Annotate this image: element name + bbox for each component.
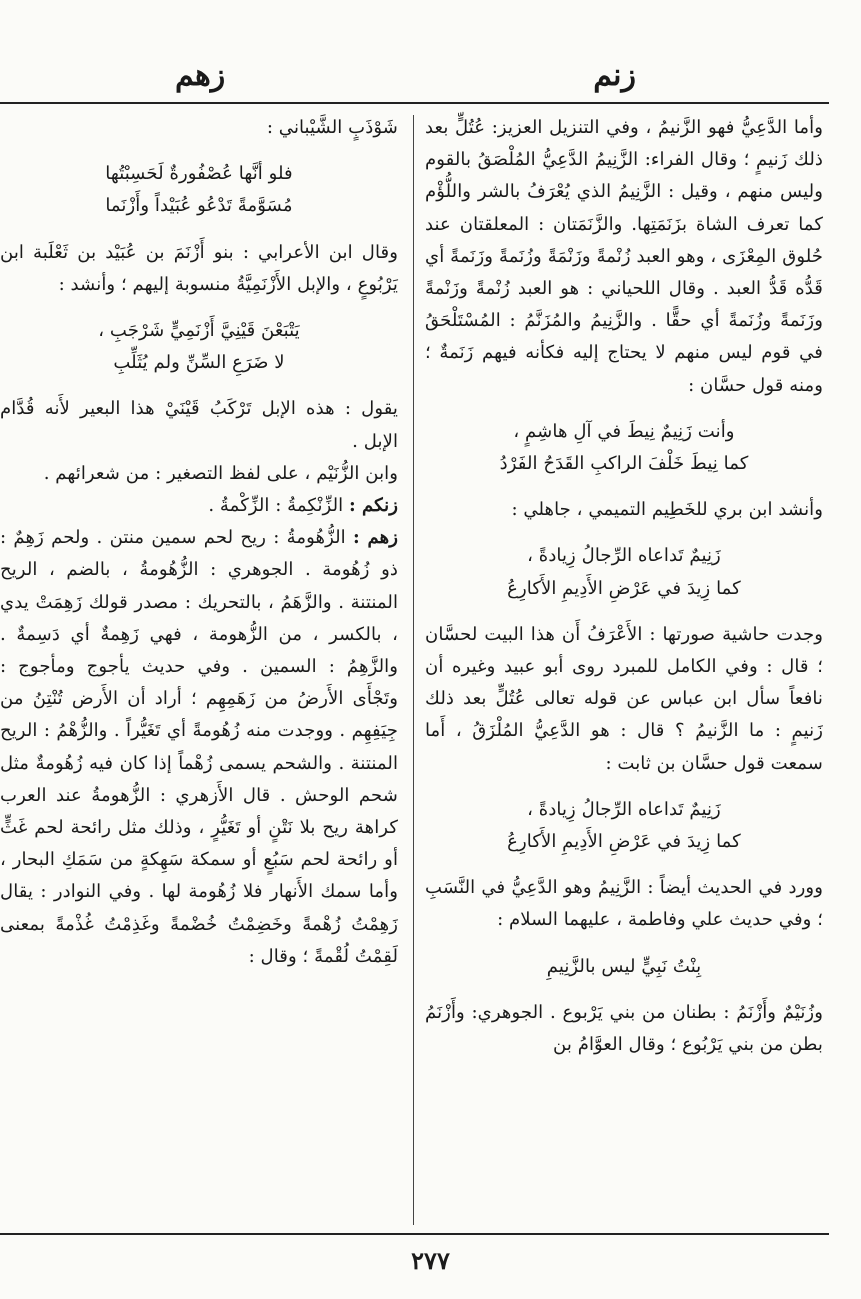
spacer (425, 937, 823, 951)
column-divider (413, 115, 414, 1225)
paragraph: وورد في الحديث أيضاً : الزَّنِيمُ وهو الدَّعِيُّ في النَّسَبِ ؛ وفي حديث علي وفاطمة ، عليهما السلام : (425, 877, 823, 931)
paragraph: وأنشد ابن بري للخَطِيم التميمي ، جاهلي : (511, 499, 823, 521)
verse-line: فلو أنَّها عُصْفُورةٌ لَحَسِبْتُها (105, 163, 293, 185)
paragraph: وابن الزُّنَيْم ، على لفظ التصغير : من شعرائهم . (43, 462, 398, 484)
verse-line: وأنت زَنِيمٌ نِيطَ في آلِ هاشِمٍ ، (513, 420, 735, 442)
dictionary-entry (0, 490, 398, 522)
verse-line: كما نِيطَ خَلْفَ الراكبِ القَدَحُ الفَرْدُ (499, 453, 749, 475)
entry-headword: زنكم : (348, 495, 398, 517)
entry-text: الزِّنْكِمةُ : الزِّكْمةُ . (208, 495, 349, 517)
verse-line: زَنِيمٌ تَداعاه الرِّجالُ زِيادةً ، (527, 545, 721, 567)
verse-line: يَتْبَعْنَ قَيْنِيَّ أَزْنَمِيٍّ شَرْجَبِ ، (98, 320, 300, 342)
spacer (425, 402, 823, 416)
spacer (425, 526, 823, 540)
paragraph: يقول : هذه الإبل تَرْكَبُ قَيْنَيْ هذا البعير لأَنه قُدَّام الإبل . (0, 398, 398, 452)
spacer (0, 301, 398, 315)
entry-headword: زهم : (353, 527, 398, 549)
spacer (425, 983, 823, 997)
header-word-right: زنم (593, 58, 636, 93)
paragraph: وقال ابن الأعرابي : بنو أَزْنَمَ بن عُبَيْد بن ثَعْلَبة ابن يَرْبُوعٍ ، والإبل الأَزْنَمِيَّةُ منسوبة إليهم ؛ وأنشد : (0, 241, 398, 295)
spacer (0, 144, 398, 158)
dictionary-entry (0, 522, 398, 973)
verse-line: بِنْتُ نَبِيٍّ ليس بالزَّنِيمِ (546, 955, 702, 977)
verse-line: كما زِيدَ في عَرْضِ الأَدِيمِ الأَكارِعُ (507, 831, 741, 853)
entry-text: الزُّهُومةُ : ريح لحم سمين منتن . ولحم زَهِمٌ : ذو زُهُومة . الجوهري : الزُّهُومةُ ، بالضم ، الريح المنتنة . والزَّهَمُ ، بالتحريك : مصدر قولك زَهِمَتْ يدي ، بالكسر ، من الزُّهومة ، فهي زَهِمةٌ أي دَسِمةٌ . والزَّهِمُ : السمين . وفي حديث يأجوج ومأجوج : وتَجْأَى الأَرضُ من زَهَمِهِم ؛ أراد أن الأَرض تُنْتِنُ من جِيَفِهِم . ووجدت منه زُهُومةً أي تَغَيُّراً . والزُّهْمُ : الريح المنتنة . والشحم يسمى زُهْماً إذا كان فيه زُهُومةٌ مثل شحم الوحش . قال الأَزهري : الزُّهومةُ عند العرب كراهة ريح بلا نَتْنٍ أو تَغَيُّرٍ ، وذلك مثل رائحة لحم غَثٍّ أو رائحة لحم سَبُعٍ أو سمكة سَهِكةٍ من سَمَكِ البحار ، وأما سمك الأَنهار فلا زُهُومة لها . وفي النوادر : يقال زَهِمْتُ زُهْمةً وخَضِمْتُ خُضْمةً وغَذِمْتُ غُذْمةً بمعنى لَقِمْتُ لُقْمةً ؛ وقال : (0, 527, 398, 967)
header-word-left: زهم (175, 58, 226, 93)
paragraph: وزُنَيْمٌ وأَزْنَمُ : بطنان من بني يَرْبوع . الجوهري: وأَزْنَمُ بطن من بني يَرْبُوع ؛ وقال العوَّامُ بن (425, 1001, 823, 1056)
top-rule (0, 102, 829, 104)
verse-line: كما زِيدَ في عَرْضِ الأَدِيمِ الأَكارِعُ (507, 577, 741, 599)
left-column (0, 112, 398, 973)
verse-line: مُسَوَّمةً تَدْعُو عُبَيْداً وأَزْنَما (105, 195, 293, 217)
spacer (0, 379, 398, 393)
spacer (425, 780, 823, 794)
spacer (425, 480, 823, 494)
verse-line: زَنِيمٌ تَداعاه الرِّجالُ زِيادةً ، (527, 798, 721, 820)
spacer (0, 223, 398, 237)
paragraph: شَوْذَبٍ الشَّيْباني : (266, 117, 398, 138)
page-number: ٢٧٧ (411, 1246, 450, 1275)
right-column (425, 112, 823, 1061)
bottom-rule (0, 1233, 829, 1235)
paragraph: وجدت حاشية صورتها : الأَعْرَفُ أَن هذا البيت لحسَّان ؛ قال : وفي الكامل للمبرد روى أبو عبيد وغيره أن نافعاً سأل ابن عباس عن قوله تعالى عُتُلٍّ بعد ذلك زَنيمٍ : ما الزَّنيمُ ؟ قال : هو الدَّعِيُّ المُلْزَقُ ، أَما سمعت قول حسَّان بن ثابت : (425, 623, 823, 774)
paragraph: وأما الدَّعِيُّ فهو الزَّنيمُ ، وفي التنزيل العزيز: عُتُلٍّ بعد ذلك زَنيمٍ ؛ وقال الفراء: الزَّنِيمُ الدَّعِيُّ المُلْصَقُ بالقوم وليس منهم ، وقيل : الزَّنِيمُ الذي يُعْرَفُ بالشر واللُّؤْم كما تعرف الشاة بزَنَمَتِها. والزَّنَمَتان : المعلقتان عند حُلوق المِعْزَى ، وهو العبد زُنْمةً وزَنْمَةً وزُنَمةً وزَنَمةً أي قَدُّه قَدُّ العبد . وقال اللحياني : هو العبد زُنْمةً وزَنْمةً وزَنَمةً وزُنَمةً أي حقًّا . والزَّنِيمُ والمُزَنَّمُ : المُسْتَلْحَقُ في قوم ليس منهم لا يحتاج إليه فكأنه فيهم زَنَمةٌ ؛ ومنه قول حسَّان : (425, 117, 823, 396)
spacer (425, 858, 823, 872)
verse-line: لا ضَرَعِ السِّنِّ ولم يُثَلِّبِ (113, 352, 285, 374)
spacer (425, 605, 823, 619)
